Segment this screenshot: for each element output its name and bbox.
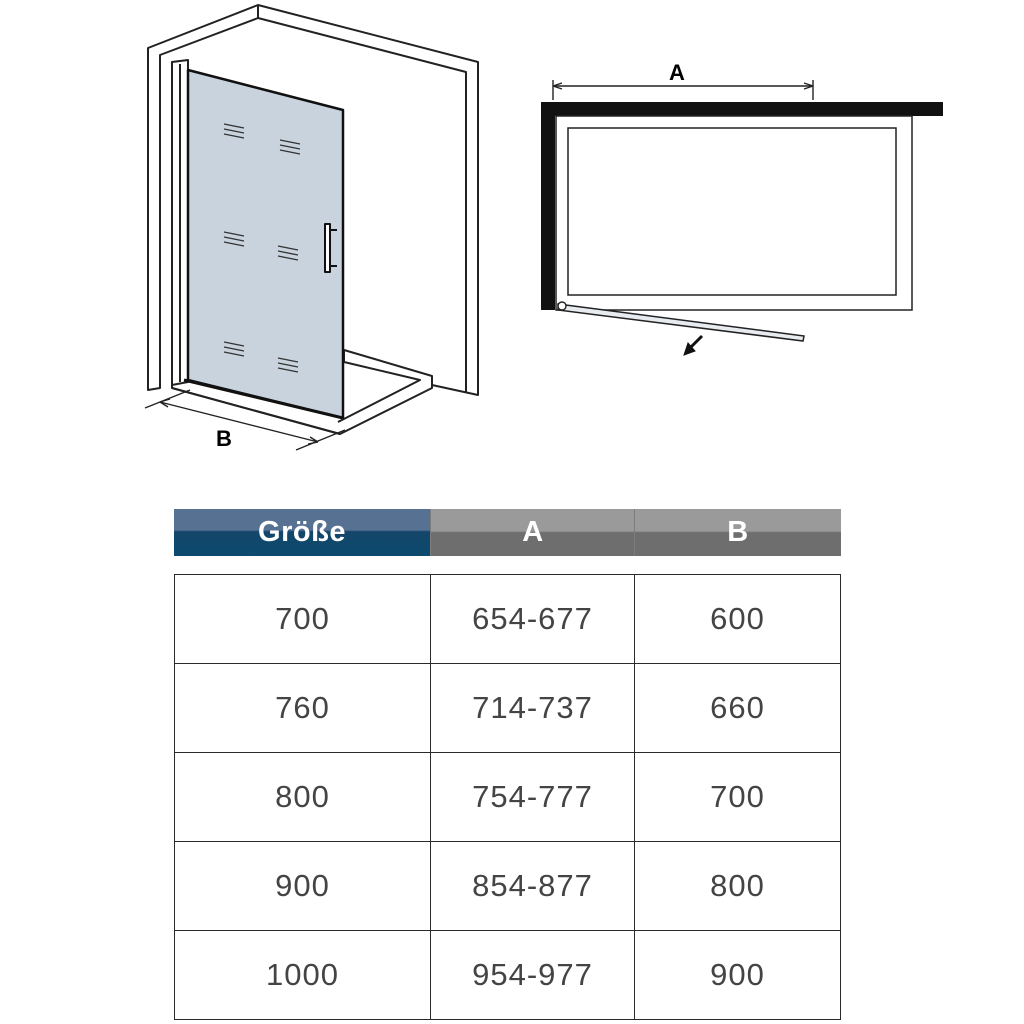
header-a: A (430, 509, 635, 556)
a-cell: 654-677 (431, 575, 635, 664)
top-view (541, 80, 943, 355)
a-cell: 754-777 (431, 753, 635, 842)
a-cell: 954-977 (431, 931, 635, 1020)
b-cell: 900 (635, 931, 841, 1020)
swing-arrow (684, 336, 702, 355)
tray-inner (568, 128, 896, 295)
table-row (175, 664, 841, 753)
size-cell: 1000 (175, 931, 431, 1020)
table-row (175, 842, 841, 931)
b-cell: 700 (635, 753, 841, 842)
header-size: Größe (174, 509, 430, 556)
a-cell: 714-737 (431, 664, 635, 753)
table-row (175, 931, 841, 1020)
a-cell: 854-877 (431, 842, 635, 931)
size-cell: 800 (175, 753, 431, 842)
b-cell: 660 (635, 664, 841, 753)
perspective-view (145, 5, 478, 450)
b-cell: 800 (635, 842, 841, 931)
size-cell: 760 (175, 664, 431, 753)
b-cell: 600 (635, 575, 841, 664)
size-table (174, 574, 841, 1020)
dimension-b-label: B (216, 426, 232, 451)
table-row (175, 753, 841, 842)
header-b: B (634, 509, 841, 556)
dimension-a-label: A (669, 60, 685, 85)
size-cell: 700 (175, 575, 431, 664)
table-row (175, 575, 841, 664)
glass-panel (188, 70, 343, 418)
size-cell: 900 (175, 842, 431, 931)
shower-diagram (0, 0, 1024, 470)
